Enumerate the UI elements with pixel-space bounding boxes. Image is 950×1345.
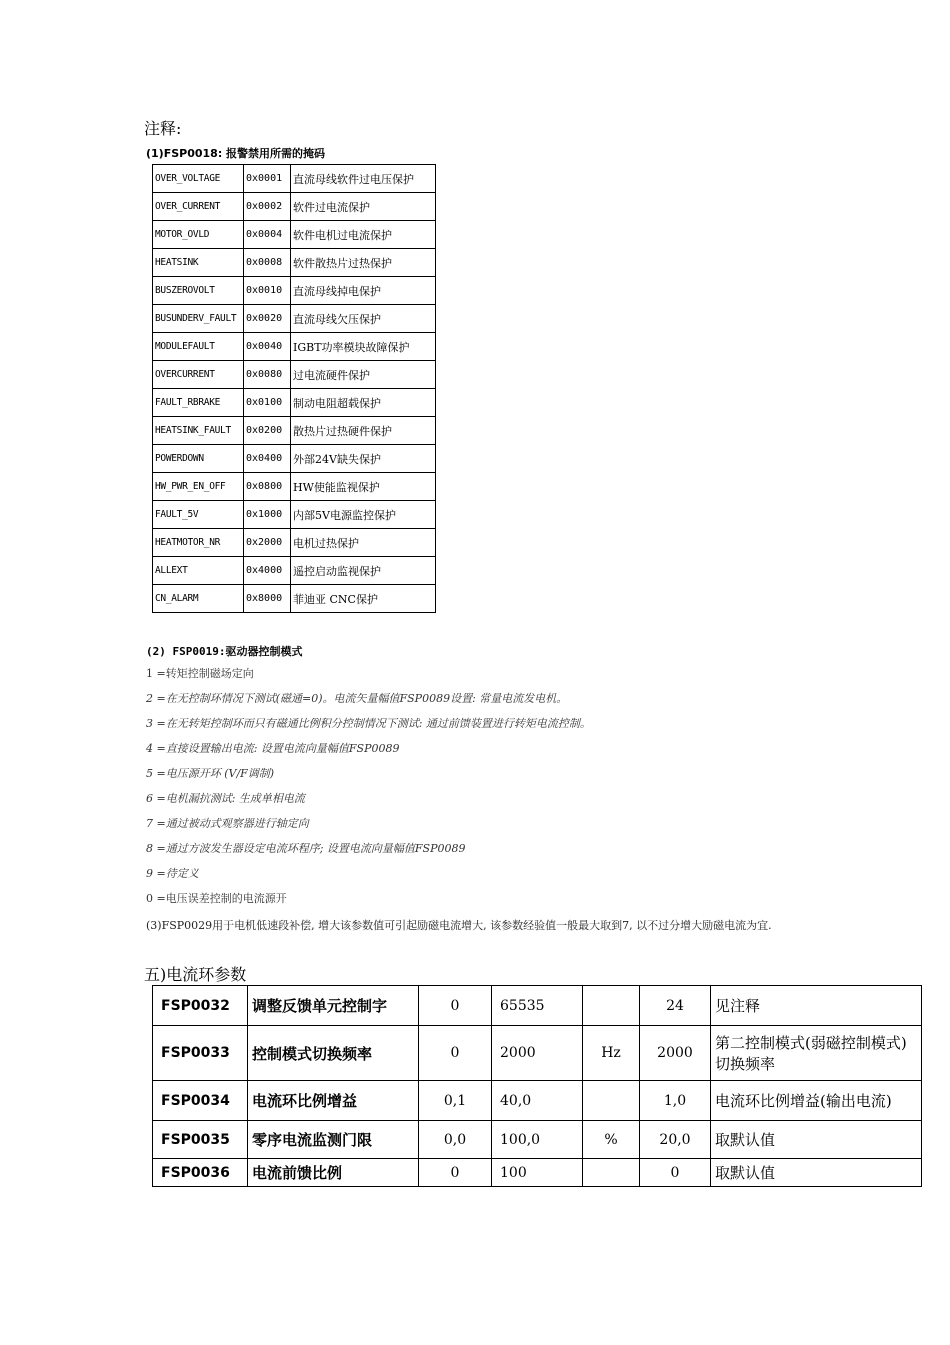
- mask-desc-cell: IGBT功率模块故障保护: [291, 333, 436, 361]
- mask-name-cell: FAULT_5V: [153, 501, 244, 529]
- mask-name-cell: BUSZEROVOLT: [153, 277, 244, 305]
- mask-code-cell: 0x0008: [244, 249, 291, 277]
- param-max-cell: 100: [492, 1159, 583, 1187]
- mask-name-cell: HEATSINK: [153, 249, 244, 277]
- param-unit-cell: [583, 986, 640, 1026]
- param-unit-cell: Hz: [583, 1026, 640, 1081]
- mask-desc-cell: 散热片过热硬件保护: [291, 417, 436, 445]
- mask-name-cell: BUSUNDERV_FAULT: [153, 305, 244, 333]
- mask-name-cell: ALLEXT: [153, 557, 244, 585]
- param-min-cell: 0: [419, 1026, 492, 1081]
- mask-name-cell: CN_ALARM: [153, 585, 244, 613]
- mode-section-title: (2) FSP0019:驱动器控制模式: [146, 645, 303, 658]
- param-remark-cell: 取默认值: [711, 1159, 922, 1187]
- param-min-cell: 0: [419, 1159, 492, 1187]
- mask-row: [153, 445, 436, 473]
- control-mode-item: 3 =在无转矩控制环而只有磁通比例积分控制情况下测试: 通过前馈装置进行转矩电流控制。: [146, 717, 591, 730]
- mask-name-cell: HEATSINK_FAULT: [153, 417, 244, 445]
- mask-section-title: (1)FSP0018: 报警禁用所需的掩码: [146, 147, 326, 160]
- control-mode-list: [146, 661, 591, 911]
- mask-name-cell: HW_PWR_EN_OFF: [153, 473, 244, 501]
- mask-code-cell: 0x0080: [244, 361, 291, 389]
- control-mode-item: 8 =通过方波发生器设定电流环程序; 设置电流向量幅值FSP0089: [146, 842, 466, 855]
- param-unit-cell: [583, 1159, 640, 1187]
- control-mode-item: 2 =在无控制环情况下测试(磁通=0)。电流矢量幅值FSP0089设置: 常量电流发电机。: [146, 692, 568, 705]
- mask-desc-cell: 软件散热片过热保护: [291, 249, 436, 277]
- mask-desc-cell: 菲迪亚 CNC保护: [291, 585, 436, 613]
- mask-row: [153, 277, 436, 305]
- param-min-cell: 0: [419, 986, 492, 1026]
- mask-name-cell: OVERCURRENT: [153, 361, 244, 389]
- mask-code-cell: 0x0040: [244, 333, 291, 361]
- param-code-cell: FSP0032: [153, 986, 248, 1026]
- mask-desc-cell: 电机过热保护: [291, 529, 436, 557]
- param-name-cell: 零序电流监测门限: [248, 1121, 419, 1159]
- param-name-cell: 控制模式切换频率: [248, 1026, 419, 1081]
- param-default-cell: 20,0: [640, 1121, 711, 1159]
- mask-row: [153, 585, 436, 613]
- mask-name-cell: OVER_VOLTAGE: [153, 165, 244, 193]
- control-mode-item: 5 =电压源开环 (V/F调制): [146, 767, 275, 780]
- param-row: [153, 1159, 922, 1187]
- mask-code-cell: 0x2000: [244, 529, 291, 557]
- mask-code-cell: 0x0020: [244, 305, 291, 333]
- section-5-title: 五)电流环参数: [144, 965, 247, 984]
- param-max-cell: 40,0: [492, 1081, 583, 1121]
- param-remark-cell: 电流环比例增益(输出电流): [711, 1081, 922, 1121]
- mask-desc-cell: 外部24V缺失保护: [291, 445, 436, 473]
- mask-code-cell: 0x0010: [244, 277, 291, 305]
- mask-row: [153, 501, 436, 529]
- mask-desc-cell: 直流母线掉电保护: [291, 277, 436, 305]
- param-remark-cell: 见注释: [711, 986, 922, 1026]
- control-mode-item: 4 =直接设置输出电流: 设置电流向量幅值FSP0089: [146, 742, 400, 755]
- mask-row: [153, 221, 436, 249]
- mask-desc-cell: HW使能监视保护: [291, 473, 436, 501]
- mask-desc-cell: 制动电阻超载保护: [291, 389, 436, 417]
- param-unit-cell: %: [583, 1121, 640, 1159]
- mask-row: [153, 193, 436, 221]
- control-mode-item: 9 =待定义: [146, 867, 199, 880]
- mask-desc-cell: 软件电机过电流保护: [291, 221, 436, 249]
- param-max-cell: 100,0: [492, 1121, 583, 1159]
- mask-code-cell: 0x0800: [244, 473, 291, 501]
- mask-name-cell: MODULEFAULT: [153, 333, 244, 361]
- notes-heading: 注释:: [144, 119, 182, 138]
- param-max-cell: 65535: [492, 986, 583, 1026]
- mask-name-cell: OVER_CURRENT: [153, 193, 244, 221]
- mask-name-cell: POWERDOWN: [153, 445, 244, 473]
- mask-code-cell: 0x0400: [244, 445, 291, 473]
- mask-row: [153, 333, 436, 361]
- param-default-cell: 0: [640, 1159, 711, 1187]
- mask-name-cell: HEATMOTOR_NR: [153, 529, 244, 557]
- mask-row: [153, 557, 436, 585]
- mask-code-cell: 0x4000: [244, 557, 291, 585]
- mask-row: [153, 165, 436, 193]
- param-name-cell: 电流前馈比例: [248, 1159, 419, 1187]
- param-name-cell: 电流环比例增益: [248, 1081, 419, 1121]
- mask-desc-cell: 软件过电流保护: [291, 193, 436, 221]
- param-row: [153, 1081, 922, 1121]
- mask-row: [153, 249, 436, 277]
- mask-row: [153, 417, 436, 445]
- note-3-text: (3)FSP0029用于电机低速段补偿, 增大该参数值可引起励磁电流增大, 该参数经验值一般最大取到7, 以不过分增大励磁电流为宜.: [146, 919, 772, 932]
- mask-row: [153, 361, 436, 389]
- param-min-cell: 0,1: [419, 1081, 492, 1121]
- param-code-cell: FSP0035: [153, 1121, 248, 1159]
- mask-row: [153, 473, 436, 501]
- param-remark-cell: 取默认值: [711, 1121, 922, 1159]
- mask-desc-cell: 直流母线软件过电压保护: [291, 165, 436, 193]
- mask-code-cell: 0x8000: [244, 585, 291, 613]
- mask-desc-cell: 遥控启动监视保护: [291, 557, 436, 585]
- alarm-mask-table: [152, 164, 436, 613]
- param-code-cell: FSP0036: [153, 1159, 248, 1187]
- control-mode-item: 0 =电压误差控制的电流源开: [146, 892, 287, 905]
- param-min-cell: 0,0: [419, 1121, 492, 1159]
- mask-name-cell: MOTOR_OVLD: [153, 221, 244, 249]
- mask-code-cell: 0x0200: [244, 417, 291, 445]
- param-unit-cell: [583, 1081, 640, 1121]
- param-code-cell: FSP0033: [153, 1026, 248, 1081]
- mask-row: [153, 305, 436, 333]
- mask-name-cell: FAULT_RBRAKE: [153, 389, 244, 417]
- mask-row: [153, 529, 436, 557]
- param-max-cell: 2000: [492, 1026, 583, 1081]
- mask-desc-cell: 过电流硬件保护: [291, 361, 436, 389]
- param-default-cell: 2000: [640, 1026, 711, 1081]
- mask-code-cell: 0x0004: [244, 221, 291, 249]
- param-row: [153, 986, 922, 1026]
- mask-code-cell: 0x0002: [244, 193, 291, 221]
- param-name-cell: 调整反馈单元控制字: [248, 986, 419, 1026]
- control-mode-item: 1 =转矩控制磁场定向: [146, 667, 254, 680]
- mask-code-cell: 0x0100: [244, 389, 291, 417]
- param-default-cell: 24: [640, 986, 711, 1026]
- param-row: [153, 1121, 922, 1159]
- param-default-cell: 1,0: [640, 1081, 711, 1121]
- mask-row: [153, 389, 436, 417]
- param-code-cell: FSP0034: [153, 1081, 248, 1121]
- param-remark-cell: 第二控制模式(弱磁控制模式)切换频率: [711, 1026, 922, 1081]
- mask-desc-cell: 内部5V电源监控保护: [291, 501, 436, 529]
- mask-desc-cell: 直流母线欠压保护: [291, 305, 436, 333]
- mask-code-cell: 0x1000: [244, 501, 291, 529]
- control-mode-item: 6 =电机漏抗测试: 生成单相电流: [146, 792, 305, 805]
- mask-code-cell: 0x0001: [244, 165, 291, 193]
- control-mode-item: 7 =通过被动式观察器进行轴定向: [146, 817, 309, 830]
- current-loop-parameter-table: [152, 985, 922, 1187]
- param-row: [153, 1026, 922, 1081]
